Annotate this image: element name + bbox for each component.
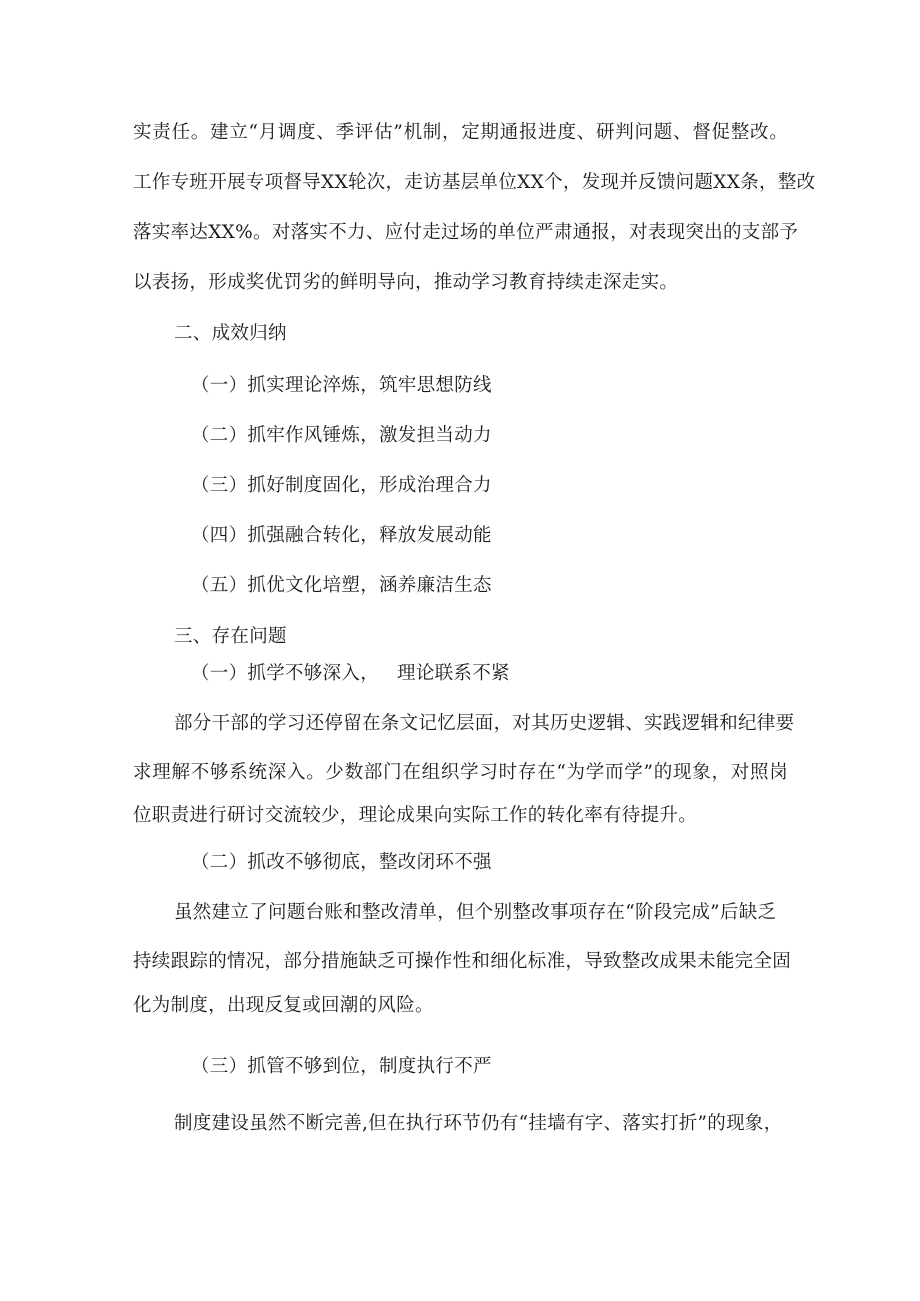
problem-1-heading-a: （一）抓学不够深入， [191,663,380,684]
intro-line-3: 落实率达XX%。对落实不力、应付走过场的单位严肃通报，对表现突出的支部予 [133,222,799,243]
intro-line-2: 工作专班开展专项督导XX轮次，走访基层单位XX个，发现并反馈问题XX条，整改 [133,172,816,193]
achievement-item-5: （五）抓优文化培塑，涵养廉洁生态 [191,575,492,596]
problem-3-line-1: 制度建设虽然不断完善,但在执行环节仍有“挂墙有字、落实打折”的现象， [174,1113,783,1134]
problem-2-heading: （二）抓改不够彻底，整改闭环不强 [191,852,492,873]
problem-1-line-3: 位职责进行研讨交流较少，理论成果向实际工作的转化率有待提升。 [133,805,698,826]
problem-2-line-3: 化为制度，出现反复或回潮的风险。 [133,995,434,1016]
problem-1-line-1: 部分干部的学习还停留在条文记忆层面，对其历史逻辑、实践逻辑和纪律要 [174,713,795,734]
problem-2-line-1: 虽然建立了问题台账和整改清单，但个别整改事项存在“阶段完成”后缺乏 [174,902,777,923]
achievement-item-2: （二）抓牢作风锤炼，激发担当动力 [191,425,492,446]
problem-1-line-2: 求理解不够系统深入。少数部门在组织学习时存在“为学而学”的现象，对照岗 [133,762,788,783]
intro-line-4: 以表扬，形成奖优罚劣的鲜明导向，推动学习教育持续走深走实。 [133,272,679,293]
achievement-item-1: （一）抓实理论淬炼，筑牢思想防线 [191,375,492,396]
problem-1-heading [191,662,510,686]
problem-3-heading: （三）抓管不够到位，制度执行不严 [191,1056,492,1077]
problem-1-heading-b: 理论联系不紧 [397,663,510,684]
section-heading-achievements: 二、成效归纳 [174,323,287,344]
achievement-item-3: （三）抓好制度固化，形成治理合力 [191,475,492,496]
section-heading-problems: 三、存在问题 [174,626,287,647]
problem-2-line-2: 持续跟踪的情况，部分措施缺乏可操作性和细化标准，导致整改成果未能完全固 [133,951,792,972]
intro-line-1: 实责任。建立“月调度、季评估”机制，定期通报进度、研判问题、督促整改。 [133,122,788,143]
achievement-item-4: （四）抓强融合转化，释放发展动能 [191,525,492,546]
